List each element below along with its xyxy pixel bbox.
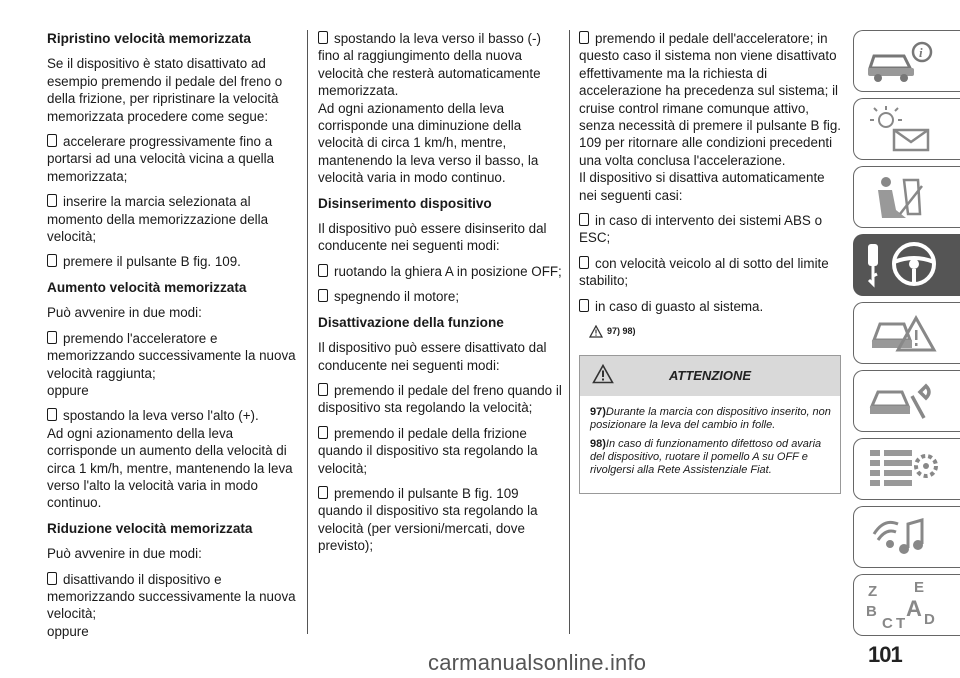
list-item: disattivando il dispositivo e memorizzando successivamente la nuova velocità; xyxy=(47,571,296,622)
warning-triangle-icon xyxy=(592,364,614,384)
list-item: premendo il pedale della frizione quando il dispositivo sta regolando la velocità; xyxy=(318,425,538,476)
watermark: carmanualsonline.info xyxy=(428,650,647,675)
checkbox-bullet-icon xyxy=(47,254,57,267)
list-item: premendo l'acceleratore e memorizzando successivamente la nuova velocità raggiunta; xyxy=(47,330,296,381)
checkbox-bullet-icon xyxy=(318,383,328,396)
list-item: premendo il pedale dell'acceleratore; in questo caso il sistema non viene disattivato effettivamente ma la richiesta di accelerazione ha precedenza sul sistema; il cruise control rimane comunque attivo, senza necessità di premere il pulsante B fig. 109 per ritornare alle condizioni precedenti una volta conclusa l'accelerazione. xyxy=(579,31,842,168)
list-item: premendo il pulsante B fig. 109 quando il dispositivo sta regolando la velocità (per versioni/mercati, dove previsto); xyxy=(318,485,538,554)
checkbox-bullet-icon xyxy=(47,572,57,585)
key-steering-icon[interactable] xyxy=(853,234,960,296)
list-item: premendo il pedale del freno quando il dispositivo sta regolando la velocità; xyxy=(318,382,562,416)
page-number: 101 xyxy=(868,642,902,667)
warning-note: 98)In caso di funzionamento difettoso od avaria del dispositivo, ruotare il pomello A su OFF e rivolgersi alla Rete Assistenziale Fiat. xyxy=(590,437,822,476)
warning-body xyxy=(580,396,840,493)
warning-header xyxy=(580,356,840,396)
oppure-text: oppure xyxy=(47,382,89,398)
index-letter: A xyxy=(906,596,922,621)
checkbox-bullet-icon xyxy=(47,134,57,147)
warning-title: ATTENZIONE xyxy=(668,367,752,383)
checkbox-bullet-icon xyxy=(47,194,57,207)
list-item: in caso di guasto al sistema. xyxy=(579,298,841,315)
index-letter: D xyxy=(924,611,935,628)
list-item: premere il pulsante B fig. 109. xyxy=(47,253,297,270)
column-1 xyxy=(47,30,297,648)
emergency-icon[interactable] xyxy=(853,302,960,364)
maintenance-icon[interactable] xyxy=(853,370,960,432)
heading-ripristino: Ripristino velocità memorizzata xyxy=(47,31,251,46)
heading-disattivazione: Disattivazione della funzione xyxy=(318,314,504,330)
column-divider xyxy=(307,30,308,634)
index-letter: Z xyxy=(868,583,878,600)
list-item: accelerare progressivamente fino a portarsi ad una velocità vicina a quella memorizzata; xyxy=(47,134,275,184)
technical-data-icon[interactable] xyxy=(853,438,960,500)
checkbox-bullet-icon xyxy=(318,264,328,277)
list-item: spostando la leva verso l'alto (+). xyxy=(47,407,297,424)
checkbox-bullet-icon xyxy=(318,289,328,302)
paragraph: Il dispositivo può essere disattivato dal conducente nei seguenti modi: xyxy=(318,340,547,373)
checkbox-bullet-icon xyxy=(318,426,328,439)
paragraph: Il dispositivo può essere disinserito dal conducente nei seguenti modi: xyxy=(318,221,547,254)
warning-refs: 97) 98) xyxy=(589,323,841,340)
list-item: spegnendo il motore; xyxy=(318,288,564,305)
index-icon[interactable] xyxy=(853,574,960,636)
warning-lights-icon[interactable] xyxy=(853,98,960,160)
paragraph: Se il dispositivo è stato disattivato ad esempio premendo il pedale del freno o della frizione, per ripristinare la velocità memorizzata procedere come segue: xyxy=(47,56,283,124)
warning-note: 97)Durante la marcia con dispositivo inserito, non posizionare la leva del cambio in folle. xyxy=(590,405,831,431)
index-letter: E xyxy=(914,579,925,596)
checkbox-bullet-icon xyxy=(47,408,57,421)
car-info-icon[interactable] xyxy=(853,30,960,92)
paragraph: Può avvenire in due modi: xyxy=(47,305,202,321)
list-item: spostando la leva verso il basso (-) fino al raggiungimento della nuova velocità che resterà automaticamente memorizzata. xyxy=(318,31,541,99)
checkbox-bullet-icon xyxy=(318,486,328,499)
heading-disinserimento: Disinserimento dispositivo xyxy=(318,195,492,211)
list-item: con velocità veicolo al di sotto del limite stabilito; xyxy=(579,255,829,289)
svg-text:i: i xyxy=(919,45,923,60)
index-letter: T xyxy=(896,615,906,632)
paragraph: Ad ogni azionamento della leva corrisponde una diminuzione della velocità di circa 1 km/h, mentre, mantenendo la leva verso il basso, la velocità varia in modo continuo. xyxy=(318,100,539,186)
paragraph: Ad ogni azionamento della leva corrisponde un aumento della velocità di circa 1 km/h, mentre, mantenendo la leva verso l'alto la velocità varia in modo continuo. xyxy=(47,425,293,511)
index-letter: C xyxy=(882,615,893,632)
checkbox-bullet-icon xyxy=(579,213,589,226)
index-letter: B xyxy=(866,603,877,620)
heading-aumento: Aumento velocità memorizzata xyxy=(47,279,247,295)
list-item: inserire la marcia selezionata al momento della memorizzazione della velocità; xyxy=(47,194,269,245)
checkbox-bullet-icon xyxy=(579,31,589,44)
checkbox-bullet-icon xyxy=(47,331,57,344)
checkbox-bullet-icon xyxy=(579,299,589,312)
column-divider xyxy=(569,30,570,634)
seat-safety-icon[interactable] xyxy=(853,166,960,228)
heading-riduzione: Riduzione velocità memorizzata xyxy=(47,520,253,536)
checkbox-bullet-icon xyxy=(579,256,589,269)
column-2 xyxy=(318,30,564,563)
multimedia-icon[interactable] xyxy=(853,506,960,568)
checkbox-bullet-icon xyxy=(318,31,328,44)
paragraph: Il dispositivo si disattiva automaticamente nei seguenti casi: xyxy=(579,170,825,203)
paragraph: Può avvenire in due modi: xyxy=(47,546,202,562)
list-item: in caso di intervento dei sistemi ABS o ESC; xyxy=(579,213,823,246)
oppure-text: oppure xyxy=(47,623,89,639)
warning-box xyxy=(579,355,841,494)
warning-triangle-icon xyxy=(589,325,603,338)
column-3 xyxy=(579,30,841,494)
list-item: ruotando la ghiera A in posizione OFF; xyxy=(318,263,564,280)
